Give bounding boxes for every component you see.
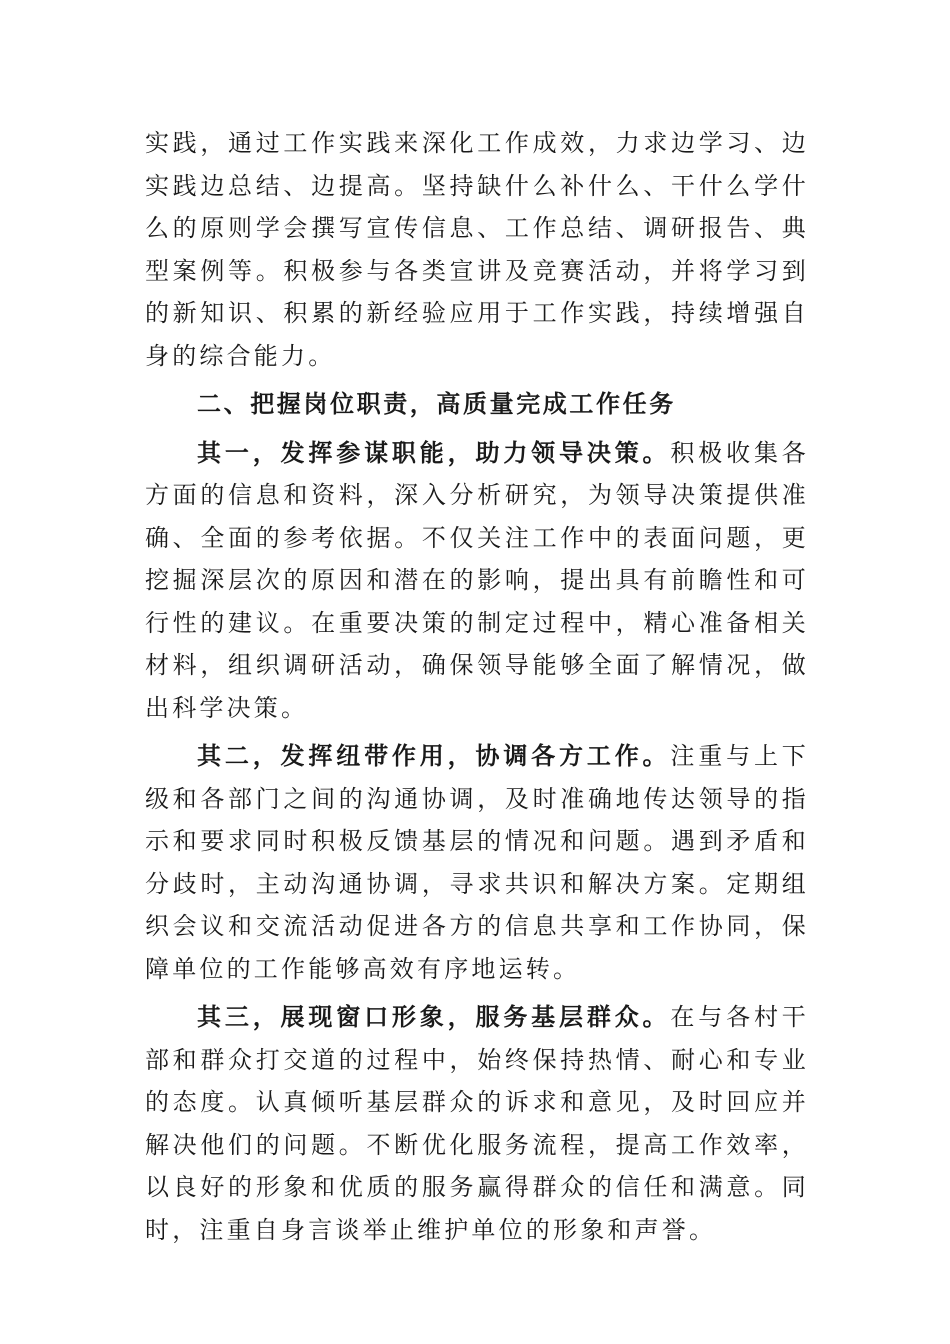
- item-two-lead: 其二，发挥纽带作用，协调各方工作。: [197, 741, 671, 770]
- intro-paragraph: 实践，通过工作实践来深化工作成效，力求边学习、边实践边总结、边提高。坚持缺什么补什么、干什么学什么的原则学会撰写宣传信息、工作总结、调研报告、典型案例等。积极参与各类宣讲及竞赛活动，并将学习到的新知识、积累的新经验应用于工作实践，持续增强自身的综合能力。: [145, 129, 809, 370]
- document-body: [145, 122, 809, 1251]
- item-three-paragraph: [145, 996, 809, 1251]
- item-one-body: 积极收集各方面的信息和资料，深入分析研究，为领导决策提供准确、全面的参考依据。不仅关注工作中的表面问题，更挖掘深层次的原因和潜在的影响，提出具有前瞻性和可行性的建议。在重要决策的制定过程中，精心准备相关材料，组织调研活动，确保领导能够全面了解情况，做出科学决策。: [145, 438, 809, 722]
- item-three-body: 在与各村干部和群众打交道的过程中，始终保持热情、耐心和专业的态度。认真倾听基层群众的诉求和意见，及时回应并解决他们的问题。不断优化服务流程，提高工作效率，以良好的形象和优质的服务赢得群众的信任和满意。同时，注重自身言谈举止维护单位的形象和声誉。: [145, 1003, 809, 1244]
- section-heading: 二、把握岗位职责，高质量完成工作任务: [197, 390, 676, 418]
- item-two-body: 注重与上下级和各部门之间的沟通协调，及时准确地传达领导的指示和要求同时积极反馈基层的情况和问题。遇到矛盾和分歧时，主动沟通协调，寻求共识和解决方案。定期组织会议和交流活动促进各方的信息共享和工作协同，保障单位的工作能够高效有序地运转。: [145, 742, 809, 983]
- item-three-lead: 其三，展现窗口形象，服务基层群众。: [197, 1002, 671, 1031]
- item-two-paragraph: [145, 735, 809, 990]
- item-one-paragraph: [145, 432, 809, 730]
- item-one-lead: 其一，发挥参谋职能，助力领导决策。: [197, 437, 671, 467]
